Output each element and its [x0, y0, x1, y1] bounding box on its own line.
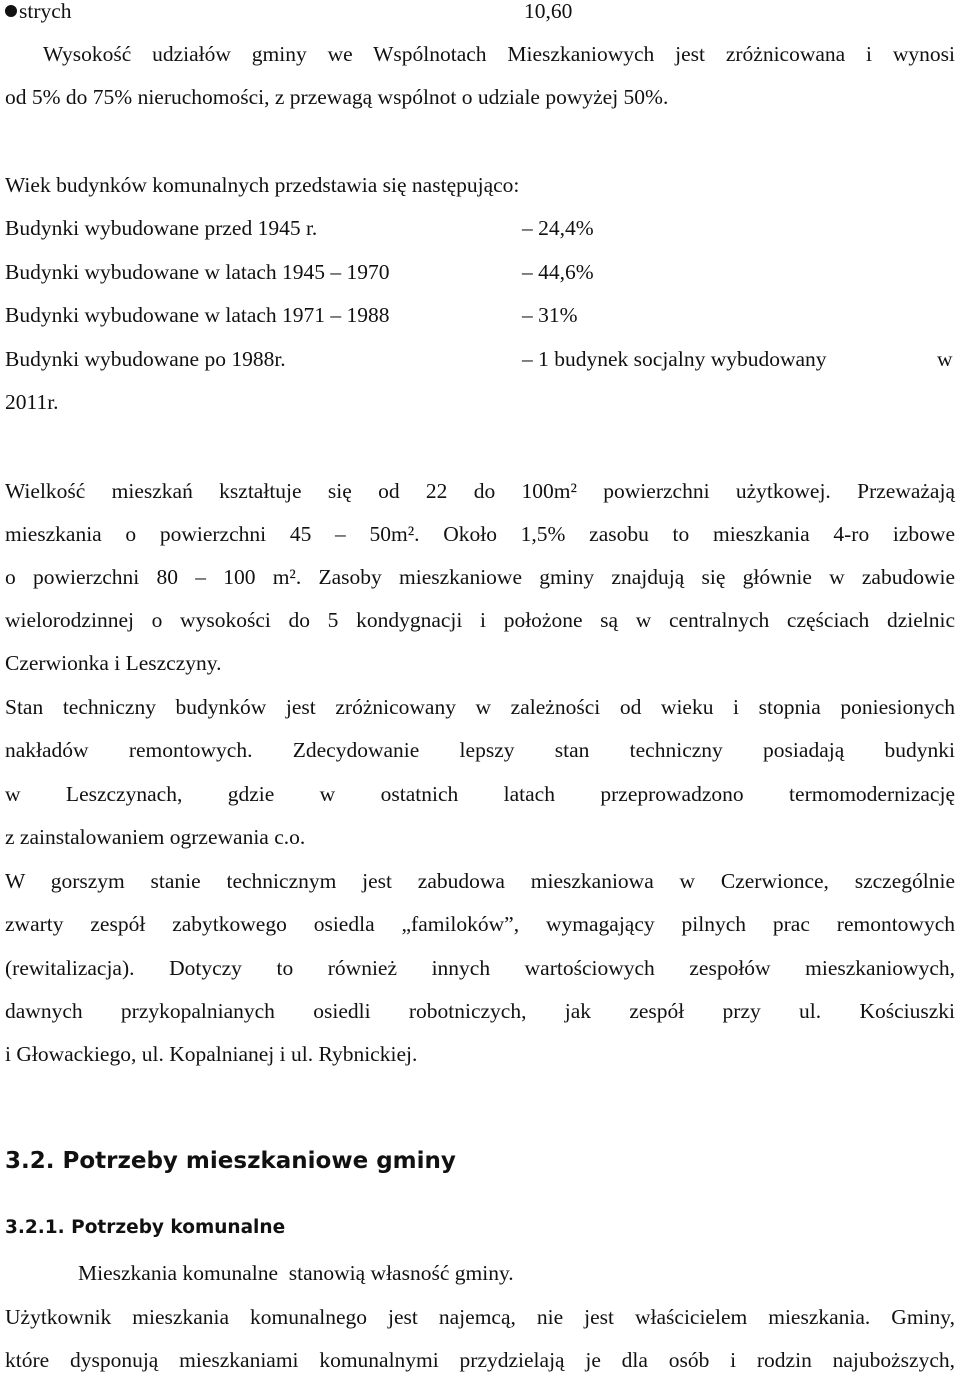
- sizes-line: Czerwionka i Leszczyny.: [5, 651, 222, 675]
- age-row-label: Budynki wybudowane po 1988r.: [5, 347, 286, 371]
- worse-line: W gorszym stanie technicznym jest zabudowa mieszkaniowa w Czerwionce, szczególnie: [5, 869, 955, 893]
- age-row-label: Budynki wybudowane w latach 1945 – 1970: [5, 260, 390, 284]
- age-row-value: – 1 budynek socjalny wybudowany: [522, 347, 827, 371]
- subsection-heading: 3.2.1. Potrzeby komunalne: [5, 1217, 286, 1238]
- age-intro: Wiek budynków komunalnych przedstawia się następująco:: [5, 173, 520, 197]
- worse-line: zwarty zespół zabytkowego osiedla „familoków”, wymagający pilnych prac remontowych: [5, 912, 955, 936]
- bullet-label: strych: [19, 0, 72, 23]
- condition-line: z zainstalowaniem ogrzewania c.o.: [5, 825, 306, 849]
- sizes-line: Wielkość mieszkań kształtuje się od 22 do 100m² powierzchni użytkowej. Przeważają: [5, 479, 955, 503]
- section-heading: 3.2. Potrzeby mieszkaniowe gminy: [5, 1148, 456, 1174]
- age-row-label: Budynki wybudowane w latach 1971 – 1988: [5, 303, 390, 327]
- bullet-value: 10,60: [524, 0, 573, 23]
- condition-line: Stan techniczny budynków jest zróżnicowany w zależności od wieku i stopnia poniesionych: [5, 695, 955, 719]
- worse-line: (rewitalizacja). Dotyczy to również innych wartościowych zespołów mieszkaniowych,: [5, 956, 955, 980]
- bullet-icon: [5, 5, 17, 17]
- age-row-value: – 31%: [522, 303, 578, 327]
- communal-intro: Mieszkania komunalne stanowią własność gminy.: [78, 1261, 514, 1285]
- age-row-value-tail: w: [937, 347, 953, 371]
- age-row-value: – 44,6%: [522, 260, 594, 284]
- shares-line-1: Wysokość udziałów gminy we Wspólnotach Mieszkaniowych jest zróżnicowana i wynosi: [43, 42, 955, 66]
- age-row-value: – 24,4%: [522, 216, 594, 240]
- communal-line: które dysponują mieszkaniami komunalnymi przydzielają je dla osób i rodzin najuboższych,: [5, 1348, 955, 1372]
- worse-line: dawnych przykopalnianych osiedli robotniczych, jak zespół przy ul. Kościuszki: [5, 999, 955, 1023]
- bullet-item-strych: [0, 0, 960, 26]
- shares-line-2: od 5% do 75% nieruchomości, z przewagą wspólnot o udziale powyżej 50%.: [5, 85, 669, 109]
- sizes-line: o powierzchni 80 – 100 m². Zasoby mieszkaniowe gminy znajdują się głównie w zabudowie: [5, 565, 955, 589]
- communal-line: Użytkownik mieszkania komunalnego jest najemcą, nie jest właścicielem mieszkania. Gminy,: [5, 1305, 955, 1329]
- condition-line: w Leszczynach, gdzie w ostatnich latach przeprowadzono termomodernizację: [5, 782, 955, 806]
- sizes-line: wielorodzinnej o wysokości do 5 kondygnacji i położone są w centralnych częściach dzielnic: [5, 608, 955, 632]
- sizes-line: mieszkania o powierzchni 45 – 50m². Około 1,5% zasobu to mieszkania 4-ro izbowe: [5, 522, 955, 546]
- worse-line: i Głowackiego, ul. Kopalnianej i ul. Rybnickiej.: [5, 1042, 418, 1066]
- condition-line: nakładów remontowych. Zdecydowanie lepszy stan techniczny posiadają budynki: [5, 738, 955, 762]
- age-tail: 2011r.: [5, 390, 59, 414]
- age-row-label: Budynki wybudowane przed 1945 r.: [5, 216, 318, 240]
